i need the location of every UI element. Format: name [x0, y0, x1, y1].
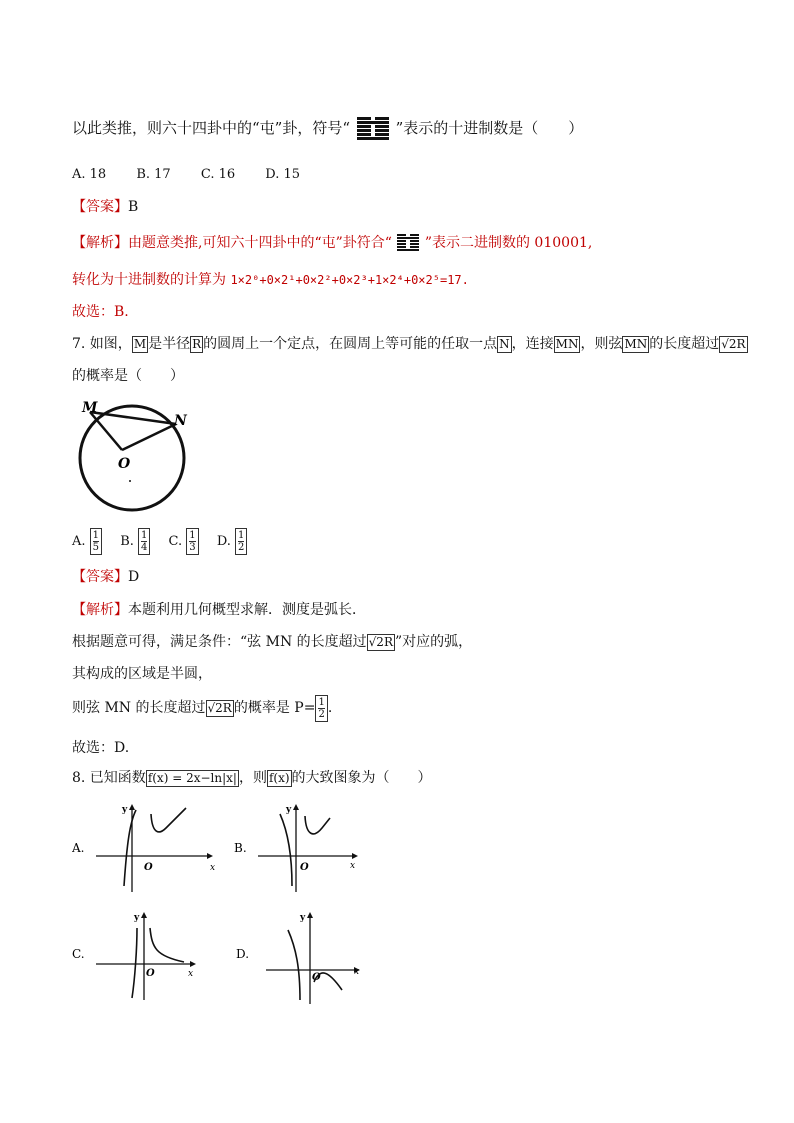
q7-options: [72, 528, 247, 556]
calc-expression: 1×2⁰+0×2¹+0×2²+0×2³+1×2⁴+0×2⁵=17.: [230, 273, 469, 287]
svg-text:x: x: [188, 969, 194, 979]
radius-ON: [122, 424, 176, 450]
answer-label-7: 【答案】: [72, 569, 128, 585]
calc-prefix: 转化为十进制数的计算为: [72, 272, 231, 288]
q7-analysis-1: [72, 600, 366, 620]
analysis-text-7: 本题利用几何概型求解．测度是弧长．: [128, 602, 366, 618]
q7-text-6: 的长度超过: [649, 336, 720, 352]
analysis-label: 【解析】: [72, 235, 128, 251]
q7-analysis-4: 则弦 MN 的长度超过 √2R 的概率是 P= $\frac{1}{2}$ .: [72, 696, 333, 720]
intro-text-after: ”表示的十进制数是（ ）: [395, 119, 584, 137]
q7-option-d: D. $\frac{1}{2}$: [217, 534, 248, 549]
math-fx: f(x) = 2x−ln|x|: [147, 770, 237, 785]
math-sqrt2R-3: √2R: [207, 700, 232, 715]
q7-analysis-2: 根据题意可得，满足条件：“弦 MN 的长度超过 √2R ”对应的弧，: [72, 634, 473, 650]
answer-value-7: D: [128, 569, 140, 585]
intro-line: [72, 116, 583, 142]
svg-text:x: x: [354, 967, 360, 977]
q7-option-c: C. $\frac{1}{3}$: [169, 534, 199, 549]
q6-analysis-1: [72, 233, 592, 253]
math-f: f(x): [268, 770, 290, 785]
q7-circle-figure: [72, 396, 192, 516]
graph-d: [236, 908, 386, 1008]
svg-text:D.: D.: [236, 947, 250, 961]
q7-analysis-3: 其构成的区域是半圆，: [72, 666, 212, 682]
svg-text:x: x: [350, 861, 356, 871]
svg-text:y: y: [122, 805, 128, 815]
q6-calc: [72, 270, 469, 290]
circle: [80, 406, 184, 510]
intro-text-before: 以此类推，则六十四卦中的“屯”卦，符号“: [72, 119, 351, 137]
q7-text-5: ，则弦: [580, 336, 623, 352]
svg-text:O: O: [146, 968, 155, 979]
math-M: M: [133, 336, 147, 351]
graph-b: [234, 802, 384, 902]
hexagram-tun-icon: [355, 116, 391, 142]
svg-text:C.: C.: [72, 947, 85, 961]
analysis-text: 由题意类推,可知六十四卦中的“屯”卦符合“: [128, 235, 392, 251]
q8-stem: 8. 已知函数 f(x) = 2x−ln|x| ，则 f(x) 的大致图象为（ ）: [72, 770, 432, 786]
math-MN-2: MN: [624, 336, 648, 351]
q7-answer: [72, 567, 139, 587]
svg-text:O: O: [312, 972, 321, 983]
q6-option-a: A. 18: [72, 167, 107, 182]
svg-text:B.: B.: [234, 841, 247, 855]
q7-stem: [72, 334, 748, 354]
svg-text:x: x: [210, 863, 216, 873]
svg-text:A.: A.: [72, 841, 85, 855]
q7-text-1: 7. 如图，: [72, 336, 132, 352]
q6-option-b: B. 17: [136, 167, 171, 182]
q7-text-3: 的圆周上一个定点，在圆周上等可能的任取一点: [203, 336, 498, 352]
math-sqrt2R-2: √2R: [368, 634, 393, 649]
graph-c: [72, 908, 222, 1008]
prob-fraction: $\frac{1}{2}$: [315, 695, 327, 722]
math-R: R: [192, 336, 202, 351]
q6-option-c: C. 16: [200, 167, 236, 182]
q6-option-d: D. 15: [265, 167, 301, 182]
graph-a: [72, 802, 222, 902]
q7-option-a: A. $\frac{1}{5}$: [72, 534, 102, 549]
radius-OM: [90, 412, 122, 450]
svg-text:y: y: [286, 805, 292, 815]
analysis-label-7: 【解析】: [72, 602, 128, 618]
math-N: N: [499, 336, 510, 351]
analysis-text-2: ”表示二进制数的 010001,: [424, 235, 593, 251]
q7-option-b: B. $\frac{1}{4}$: [120, 534, 150, 549]
svg-text:y: y: [300, 913, 306, 923]
q7-stem-2: 的概率是（ ）: [72, 368, 184, 384]
q6-answer: [72, 197, 138, 217]
hexagram-small-icon: [396, 234, 420, 252]
math-MN: MN: [555, 336, 579, 351]
svg-text:y: y: [134, 913, 140, 923]
label-M: M: [82, 400, 98, 416]
label-N: N: [174, 413, 187, 429]
q6-options: [72, 165, 326, 185]
math-sqrt2R: √2R: [721, 336, 746, 351]
q6-choose: 故选：B.: [72, 304, 129, 320]
answer-label: 【答案】: [72, 199, 128, 215]
q7-choose: 故选：D.: [72, 740, 130, 756]
q7-text-2: 是半径: [148, 336, 191, 352]
svg-text:O: O: [300, 862, 309, 873]
q7-text-4: ，连接: [511, 336, 554, 352]
answer-value: B: [128, 199, 139, 215]
svg-text:O: O: [144, 862, 153, 873]
label-O: O: [118, 456, 131, 472]
